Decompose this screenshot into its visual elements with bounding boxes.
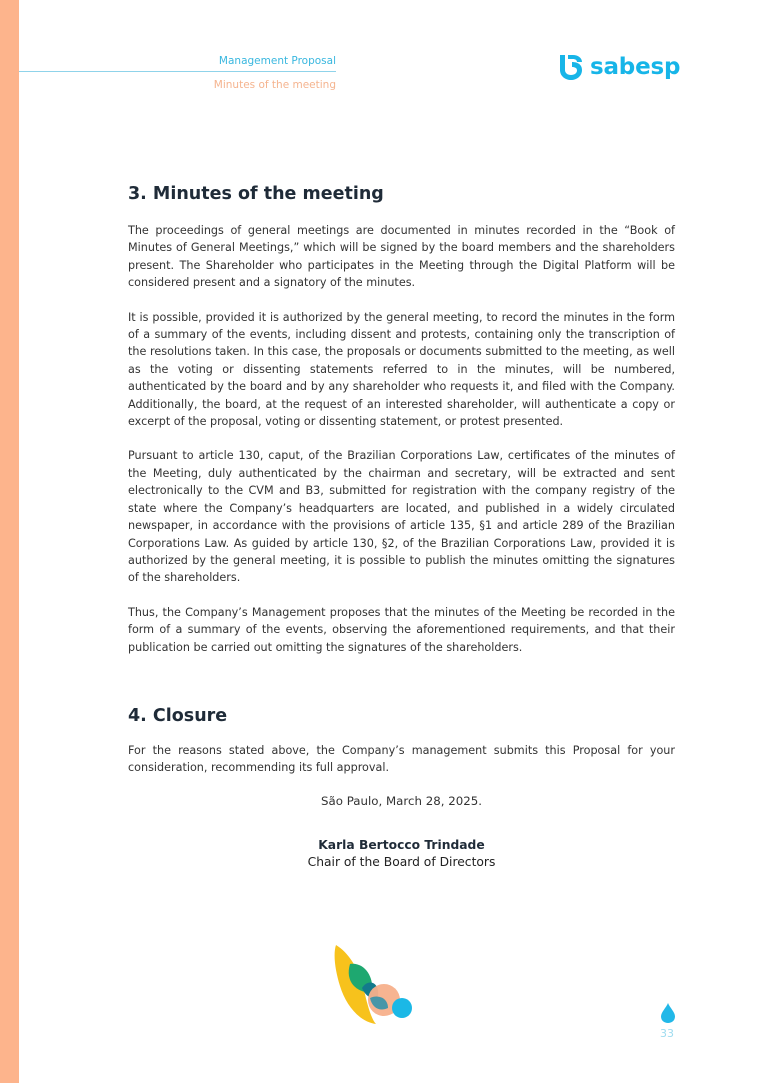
- section-3-paragraph-4: Thus, the Company’s Management proposes that the minutes of the Meeting be recorded in the form of a summary of the events, observing the aforementioned requirements, and that their publication be carried out omitting the signatures of the shareholders.: [128, 605, 675, 654]
- page-content: [128, 182, 675, 869]
- sabesp-logo-icon: [557, 53, 585, 81]
- signatory-name: Karla Bertocco Trindade: [318, 837, 485, 852]
- section-3-paragraph-1: The proceedings of general meetings are documented in minutes recorded in the “Book of Minutes of General Meetings,” which will be signed by the board members and the shareholders present. The Shareholder who participates in the Meeting through the Digital Platform will be considered present and a signatory of the minutes.: [128, 224, 675, 290]
- section-3-paragraph-2: It is possible, provided it is authorized by the general meeting, to record the minutes in the form of a summary of the events, including dissent and protests, containing only the transcription of the resolutions taken. In this case, the proposals or documents submitted to the meeting, as well as the voting or dissenting statements referred to in the minutes, will be numbered, authenticated by the board and by any shareholder who requests it, and filed with the Company. Additionally, the board, at the request of an interested shareholder, will authenticate a copy or excerpt of the proposal, voting or dissenting statement, or protest presented.: [128, 310, 675, 429]
- header-rule: [19, 71, 336, 72]
- logo-wordmark: sabesp: [590, 54, 681, 80]
- water-drop-icon: [661, 1003, 675, 1023]
- section-3-paragraph-3: Pursuant to article 130, caput, of the Brazilian Corporations Law, certificates of the minutes of the Meeting, duly authenticated by the chairman and secretary, will be extracted and sent electronically to the CVM and B3, submitted for registration with the company registry of the state where the Company’s headquarters are located, and published in a widely circulated newspaper, in accordance with the provisions of article 135, §1 and article 289 of the Brazilian Corporations Law. As guided by article 130, §2, of the Brazilian Corporations Law, provided it is authorized by the general meeting, it is possible to publish the minutes omitting the signatures of the shareholders.: [128, 449, 675, 585]
- header-subsection-title: Minutes of the meeting: [213, 79, 336, 91]
- page-number: 33: [660, 1027, 674, 1040]
- section-4-heading: 4. Closure: [128, 705, 228, 726]
- section-3-heading: 3. Minutes of the meeting: [128, 184, 384, 204]
- place-and-date: São Paulo, March 28, 2025.: [321, 793, 482, 808]
- side-color-band: [0, 0, 19, 1083]
- sabesp-logo: [557, 51, 680, 83]
- signatory-title: Chair of the Board of Directors: [307, 854, 496, 869]
- decorative-leaf-illustration: [330, 942, 420, 1027]
- section-4-paragraph: For the reasons stated above, the Company’s management submits this Proposal for your consideration, recommending its full approval.: [128, 743, 675, 775]
- header-section-title: Management Proposal: [218, 55, 336, 67]
